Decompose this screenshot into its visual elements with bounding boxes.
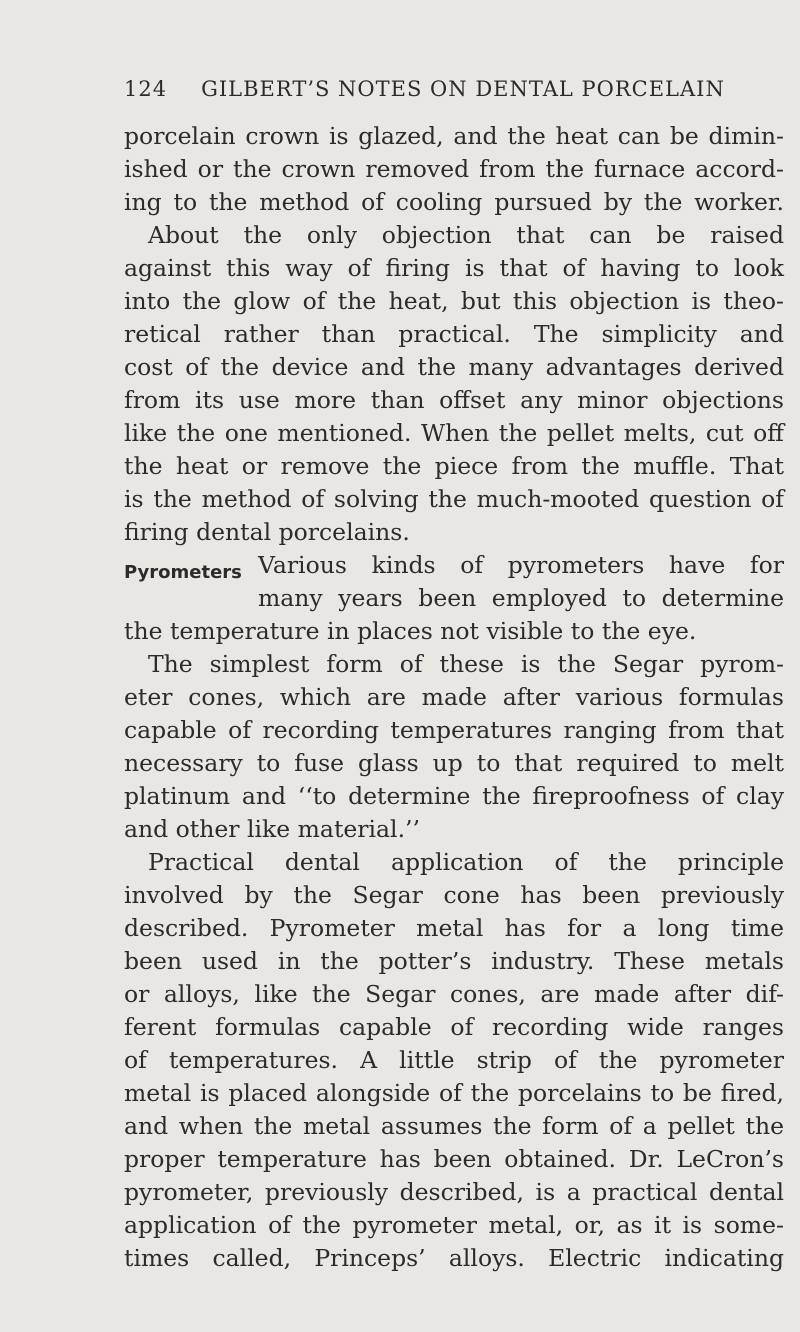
running-head	[124, 77, 725, 107]
text-line: is the method of solving the much-mooted question of	[124, 485, 784, 513]
text-line: platinum and ‘‘to determine the fireproofness of clay	[124, 782, 784, 810]
text-line: Practical dental application of the principle	[148, 848, 784, 876]
text-line: Various kinds of pyrometers have for	[258, 551, 784, 579]
page-number: 124	[124, 77, 168, 101]
side-heading: Pyrometers	[124, 562, 242, 583]
text-line: The simplest form of these is the Segar pyrom-	[148, 650, 784, 678]
text-line: like the one mentioned. When the pellet melts, cut off	[124, 419, 784, 447]
text-line: or alloys, like the Segar cones, are made after dif-	[124, 980, 784, 1008]
text-line: of temperatures. A little strip of the pyrometer	[124, 1046, 784, 1074]
text-line: ferent formulas capable of recording wide ranges	[124, 1013, 784, 1041]
text-line: ished or the crown removed from the furnace accord-	[124, 155, 784, 183]
text-line: pyrometer, previously described, is a practical dental	[124, 1178, 784, 1206]
text-line: involved by the Segar cone has been previously	[124, 881, 784, 909]
text-line: firing dental porcelains.	[124, 518, 410, 546]
text-line: application of the pyrometer metal, or, as it is some-	[124, 1211, 784, 1239]
text-line: necessary to fuse glass up to that required to melt	[124, 749, 784, 777]
text-line: porcelain crown is glazed, and the heat can be dimin-	[124, 122, 784, 150]
text-line: from its use more than offset any minor objections	[124, 386, 784, 414]
text-line: capable of recording temperatures ranging from that	[124, 716, 784, 744]
text-line: the heat or remove the piece from the muffle. That	[124, 452, 784, 480]
text-line: ing to the method of cooling pursued by the worker.	[124, 188, 784, 216]
text-line: against this way of firing is that of having to look	[124, 254, 784, 282]
text-line: cost of the device and the many advantages derived	[124, 353, 784, 381]
text-line: been used in the potter’s industry. These metals	[124, 947, 784, 975]
text-line: eter cones, which are made after various formulas	[124, 683, 784, 711]
text-line: into the glow of the heat, but this objection is theo-	[124, 287, 784, 315]
text-line: About the only objection that can be raised	[148, 221, 784, 249]
text-line: times called, Princeps’ alloys. Electric indicating	[124, 1244, 784, 1272]
text-line: retical rather than practical. The simplicity and	[124, 320, 784, 348]
text-line: metal is placed alongside of the porcelains to be fired,	[124, 1079, 784, 1107]
text-line: many years been employed to determine	[258, 584, 784, 612]
running-title: GILBERT’S NOTES ON DENTAL PORCELAIN	[201, 77, 725, 101]
text-line: and other like material.’’	[124, 815, 420, 843]
text-line: and when the metal assumes the form of a pellet the	[124, 1112, 784, 1140]
text-line: described. Pyrometer metal has for a long time	[124, 914, 784, 942]
text-line: proper temperature has been obtained. Dr. LeCron’s	[124, 1145, 784, 1173]
text-line: the temperature in places not visible to the eye.	[124, 617, 697, 645]
